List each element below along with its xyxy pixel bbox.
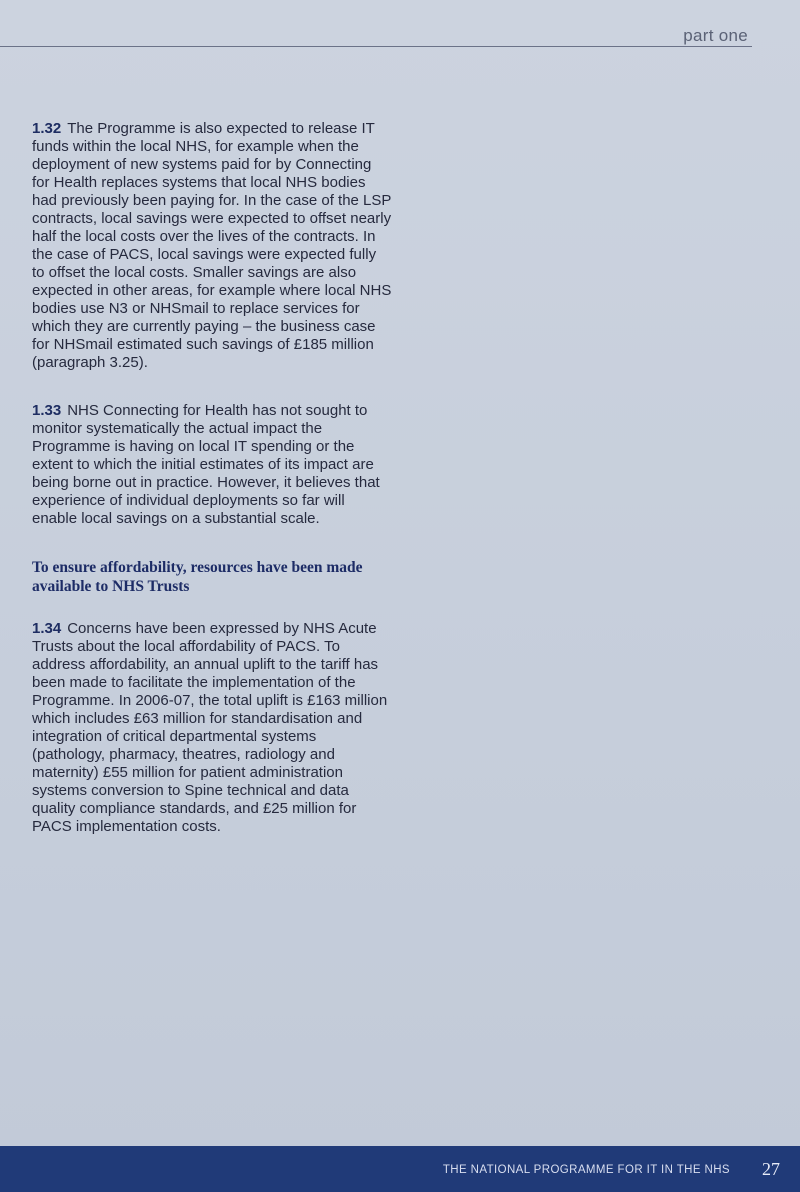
body-content bbox=[32, 120, 392, 866]
footer-bar bbox=[0, 1146, 800, 1192]
paragraph-number: 1.34 bbox=[32, 620, 62, 637]
footer-title: THE NATIONAL PROGRAMME FOR IT IN THE NHS bbox=[442, 1164, 730, 1176]
paragraph-1-33 bbox=[32, 402, 392, 528]
paragraph-number: 1.33 bbox=[32, 402, 62, 419]
paragraph-text: NHS Connecting for Health has not sought to monitor systematically the actual impact the Programme is having on local IT spending or the extent to which the initial estimates of its impact are being borne out in practice. However, it believes that experience of individual deployments so far will enable local savings on a substantial scale. bbox=[32, 402, 380, 527]
paragraph-text: Concerns have been expressed by NHS Acute Trusts about the local affordability of PACS. To address affordability, an annual uplift to the tariff has been made to facilitate the implementation of the Programme. In 2006-07, the total uplift is £163 million which includes £63 million for standardisation and integration of critical departmental systems (pathology, pharmacy, theatres, radiology and maternity) £55 million for patient administration systems conversion to Spine technical and data quality compliance standards, and £25 million for PACS implementation costs. bbox=[32, 620, 388, 835]
paragraph-number: 1.32 bbox=[32, 120, 62, 137]
section-subheading: To ensure affordability, resources have been made available to NHS Trusts bbox=[32, 559, 363, 595]
page-number: 27 bbox=[762, 1159, 780, 1179]
paragraph-1-34 bbox=[32, 620, 392, 836]
header-rule bbox=[0, 46, 752, 47]
section-label: part one bbox=[683, 26, 748, 45]
paragraph-1-32 bbox=[32, 120, 392, 372]
paragraph-text: The Programme is also expected to release IT funds within the local NHS, for example when the deployment of new systems paid for by Connecting for Health replaces systems that local NHS bodies had previously been paying for. In the case of the LSP contracts, local savings were expected to offset nearly half the local costs over the lives of the contracts. In the case of PACS, local savings were expected fully to offset the local costs. Smaller savings are also expected in other areas, for example where local NHS bodies use N3 or NHSmail to replace services for which they are currently paying – the business case for NHSmail estimated such savings of £185 million (paragraph 3.25). bbox=[32, 120, 392, 371]
